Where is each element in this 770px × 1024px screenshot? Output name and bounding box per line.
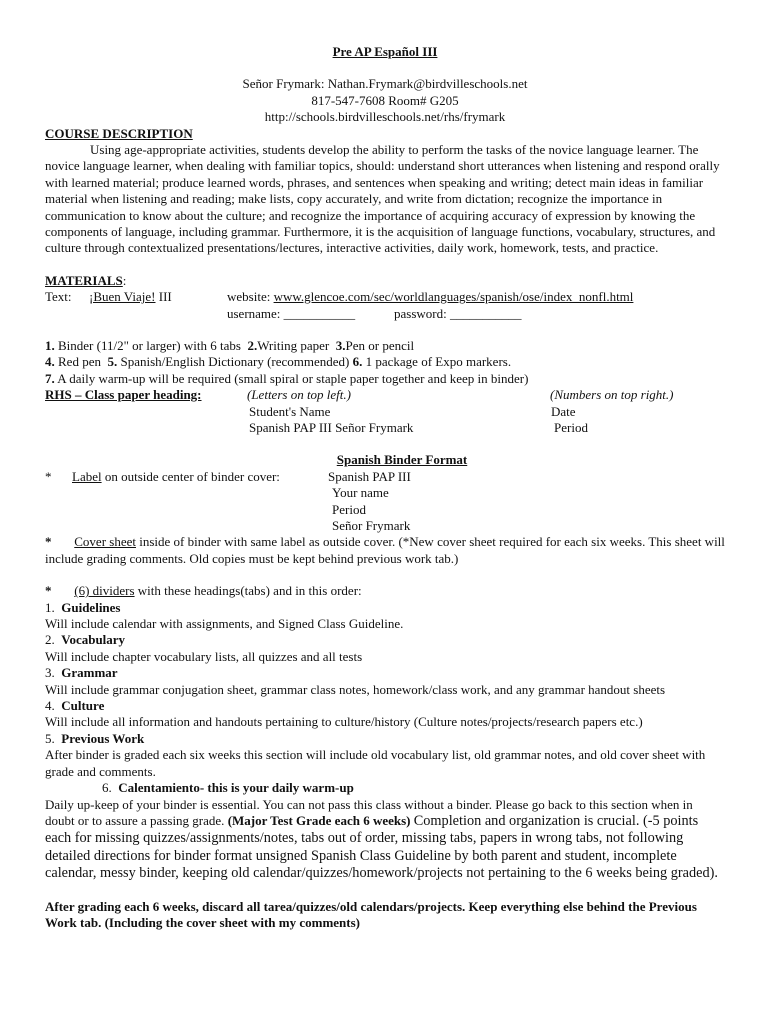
material-item-dictionary: Spanish/English Dictionary (recommended) [120, 354, 350, 370]
tab-name: Grammar [61, 665, 118, 681]
tab-description: After binder is graded each six weeks this section will include old vocabulary list, old grammar notes, and old cover sheet with grade and comments. [45, 747, 706, 779]
contact-line-phone: 817-547-7608 Room# G205 [311, 92, 459, 108]
cover-sheet-rest: inside of binder with same label as outside cover. (*New cover sheet required for each six weeks. This sheet will include grading comments. Old copies must be kept behind previous work tab.) [45, 534, 725, 566]
tab-item-grammar [45, 665, 725, 698]
materials-list-line-2 [45, 354, 725, 370]
item-number: 6. [352, 354, 363, 370]
materials-list-line-1 [45, 338, 725, 354]
paper-heading-row-3 [45, 420, 725, 436]
label-instruction [72, 469, 280, 485]
tab-list [45, 600, 725, 797]
paper-heading-row [45, 387, 725, 403]
item-number: 5. [107, 354, 118, 370]
tab-heading [45, 632, 725, 648]
warmup-part-1: Daily up-keep of your binder is essential. You can not pass this class without a binder. Please go back to this section when in doubt or to assure a passing grade. [45, 796, 693, 828]
material-item-paper: Writing paper [257, 338, 330, 354]
credentials-row [45, 306, 725, 322]
username-field: username: ___________ [227, 305, 356, 321]
materials-heading-line [45, 273, 725, 289]
tab-name: Vocabulary [61, 632, 126, 648]
tab-number: 3. [45, 665, 55, 681]
paper-heading-left-note: (Letters on top left.) [247, 387, 351, 403]
item-number: 7. [45, 370, 55, 386]
materials-colon: : [122, 272, 127, 288]
text-label: Text: [45, 289, 72, 305]
book-title-line [89, 289, 172, 305]
item-number: 1. [45, 338, 55, 354]
materials-list-line-3 [45, 371, 725, 387]
tab-number: 5. [45, 730, 55, 746]
label-word: Label [72, 468, 102, 484]
tab-name: Calentamiento- this is your daily warm-up [118, 780, 354, 796]
tab-item-culture [45, 698, 725, 731]
tab-description: Will include chapter vocabulary lists, all quizzes and all tests [45, 648, 363, 664]
binder-cover-row [45, 518, 725, 534]
paper-heading-right-note: (Numbers on top right.) [550, 387, 674, 403]
cover-sheet-paragraph [45, 534, 725, 567]
cover-line-period: Period [332, 501, 366, 517]
tab-heading [45, 600, 725, 616]
website-line [227, 289, 633, 305]
tab-description: Will include all information and handouts pertaining to culture/history (Culture notes/projects/research papers etc.) [45, 714, 643, 730]
dividers-rest: with these headings(tabs) and in this order: [137, 583, 362, 599]
tab-item-previous-work [45, 731, 725, 780]
bullet-star: * [45, 534, 52, 550]
document-page [45, 44, 725, 932]
item-number: 2. [247, 338, 258, 354]
material-item-markers: 1 package of Expo markers. [365, 354, 512, 370]
website-label: website: [227, 289, 271, 305]
heading-date: Date [551, 403, 576, 419]
cover-line-name: Your name [332, 485, 389, 501]
page-title: Pre AP Español III [332, 44, 438, 59]
materials-text-row [45, 289, 725, 305]
binder-cover-row [45, 485, 725, 501]
tab-item-calentamiento [45, 780, 725, 796]
heading-period: Period [554, 420, 588, 436]
course-description-heading: COURSE DESCRIPTION [45, 125, 193, 141]
tab-name: Culture [61, 698, 105, 714]
cover-line-class: Spanish PAP III [328, 468, 411, 484]
heading-student-name: Student's Name [249, 403, 331, 419]
dividers-word: (6) dividers [74, 583, 135, 599]
materials-heading: MATERIALS [45, 272, 123, 288]
tab-name: Guidelines [61, 599, 121, 615]
course-description-body: Using age-appropriate activities, students develop the ability to perform the tasks of the novice language learner. The novice language learner, when dealing with familiar topics, should: understand short utterances when listening and respond orally with learned material; produce learned words, phrases, and sentences when speaking and writing; detect main ideas in familiar material when listening and reading; make lists, copy accurately, and write from dictation; recognize the importance in communication to know about the culture; and recognize the importance of acquiring accuracy of expression by knowing the components of language, including grammar. Furthermore, it is the acquisition of language functions, vocabulary, structures, and culture through contextualized presentations/lectures, interactive activities, daily work, homework, tests, and practice. [45, 142, 720, 256]
dividers-line [45, 583, 725, 599]
website-link[interactable]: www.glencoe.com/sec/worldlanguages/spanish/ose/index_nonfl.html [273, 289, 634, 305]
label-rest: on outside center of binder cover: [104, 468, 280, 484]
book-level: III [158, 289, 172, 305]
bullet-star: * [45, 468, 52, 484]
paper-heading-row-2 [45, 404, 725, 420]
bullet-star: * [45, 583, 52, 599]
cover-sheet-word: Cover sheet [74, 534, 136, 550]
tab-heading [45, 665, 725, 681]
warmup-major-grade: (Major Test Grade each 6 weeks) [227, 812, 411, 828]
material-item-warmup: A daily warm-up will be required (small spiral or staple paper together and keep in binder) [57, 370, 529, 386]
material-item-pen: Pen or pencil [345, 338, 415, 354]
tab-description: Will include calendar with assignments, and Signed Class Guideline. [45, 616, 404, 632]
book-title: ¡Buen Viaje! [89, 289, 156, 305]
tab-name: Previous Work [61, 730, 145, 746]
tab-number: 4. [45, 698, 55, 714]
material-item-red-pen: Red pen [58, 354, 101, 370]
tab-number: 2. [45, 632, 55, 648]
item-number: 4. [45, 354, 55, 370]
binder-cover-row [45, 502, 725, 518]
heading-class-name: Spanish PAP III Señor Frymark [249, 420, 414, 436]
tab-item-vocabulary [45, 632, 725, 665]
password-field: password: ___________ [394, 305, 522, 321]
binder-format-heading: Spanish Binder Format [336, 452, 468, 468]
tab-number: 6. [102, 780, 112, 796]
paper-heading-label: RHS – Class paper heading: [45, 387, 202, 403]
cover-line-teacher: Señor Frymark [332, 518, 411, 534]
tab-item-guidelines [45, 600, 725, 633]
contact-line-email: Señor Frymark: Nathan.Frymark@birdvilleschools.net [242, 76, 528, 92]
tab-heading [45, 698, 725, 714]
item-number: 3. [335, 338, 346, 354]
warmup-part-2: Completion and organization is crucial. (-5 points each for missing quizzes/assignments/notes, tabs out of order, missing tabs, papers in wrong tabs, not following detailed directions for binder format unsigned Spanish Class Guideline by both parent and student, incomplete calendar, messy binder, keeping old calendar/quizzes/homework/projects not pertaining to the 6 weeks being graded). [45, 812, 718, 882]
tab-heading [45, 780, 725, 796]
material-item-binder: Binder (11/2" or larger) with 6 tabs [58, 338, 241, 354]
binder-label-row [45, 469, 725, 485]
final-note: After grading each 6 weeks, discard all tarea/quizzes/old calendars/projects. Keep everything else behind the Previous Work tab. (Including the cover sheet with my comments) [45, 898, 697, 931]
tab-heading [45, 731, 725, 747]
tab-number: 1. [45, 599, 55, 615]
tab-description: Will include grammar conjugation sheet, grammar class notes, homework/class work, and any grammar handout sheets [45, 681, 666, 697]
contact-line-url[interactable]: http://schools.birdvilleschools.net/rhs/frymark [264, 109, 506, 125]
warmup-paragraph [45, 797, 725, 883]
